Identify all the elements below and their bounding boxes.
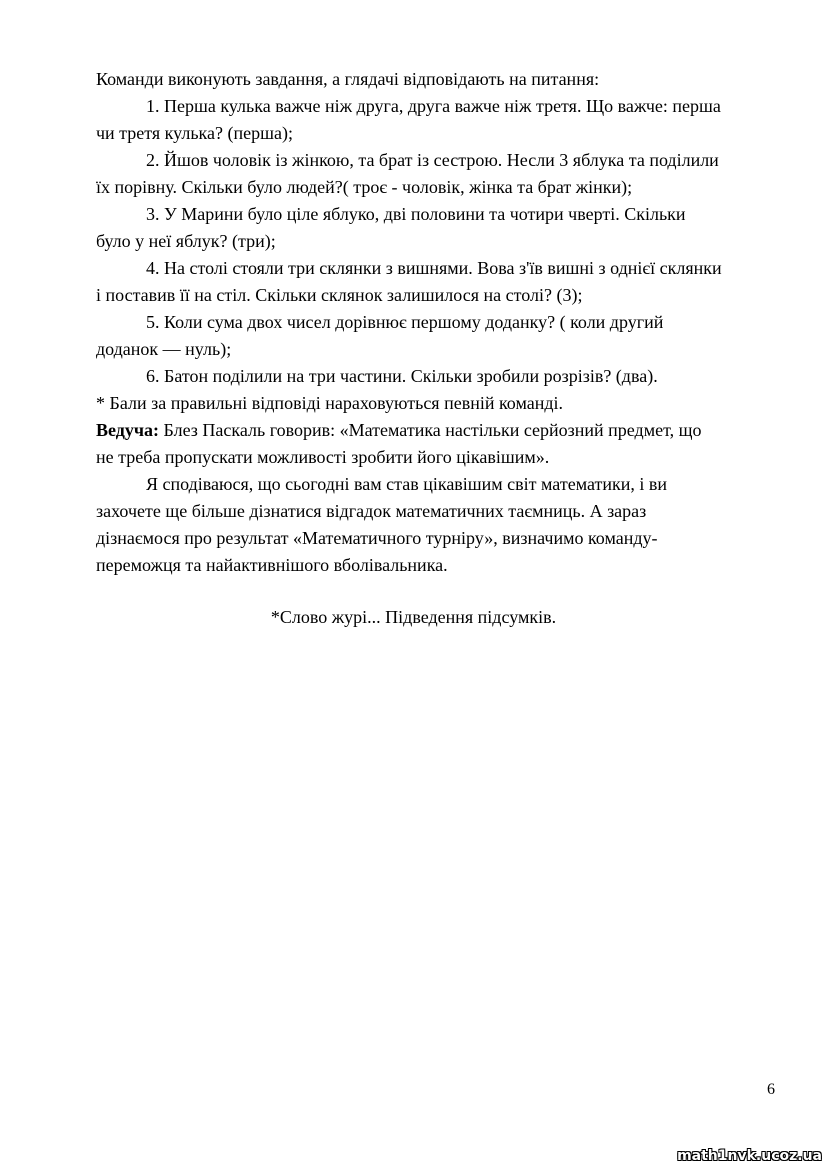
question-3-line-2: було у неї яблук? (три);	[96, 231, 276, 251]
scoring-note: * Бали за правильні відповіді нараховуються певній команді.	[96, 393, 564, 413]
question-4-line-2: і поставив її на стіл. Скільки склянок залишилося на столі? (3);	[96, 285, 583, 305]
host-quote-text: Блез Паскаль говорив: «Математика настільки серйозний предмет, що	[159, 420, 702, 440]
page-number: 6	[767, 1081, 775, 1098]
jury-text: *Слово журі... Підведення підсумків.	[270, 607, 557, 627]
question-3-line-1: 3. У Марини було ціле яблуко, дві половини та чотири чверті. Скільки	[146, 204, 686, 224]
question-5-line-1: 5. Коли сума двох чисел дорівнює першому доданку? ( коли другий	[146, 312, 664, 332]
question-4-line-1: 4. На столі стояли три склянки з вишнями. Вова з'їв вишні з однієї склянки	[146, 258, 722, 278]
question-5-line-2: доданок — нуль);	[96, 339, 232, 359]
closing-line-4: переможця та найактивнішого вболівальника.	[96, 555, 448, 575]
host-quote-line-2: не треба пропускати можливості зробити його цікавішим».	[96, 447, 550, 467]
question-6-line-1: 6. Батон поділили на три частини. Скільки зробили розрізів? (два).	[146, 366, 658, 386]
site-watermark: math1nvk.ucoz.ua	[677, 1148, 822, 1164]
closing-line-1: Я сподіваюся, що сьогодні вам став цікавішим світ математики, і ви	[146, 474, 667, 494]
host-label: Ведуча:	[96, 420, 160, 440]
intro-text: Команди виконують завдання, а глядачі відповідають на питання:	[96, 69, 600, 89]
question-2-line-1: 2. Йшов чоловік із жінкою, та брат із сестрою. Несли 3 яблука та поділили	[146, 150, 719, 170]
host-quote-line-1	[96, 419, 701, 441]
closing-line-2: захочете ще більше дізнатися відгадок математичних таємниць. А зараз	[96, 501, 647, 521]
question-1-line-2: чи третя кулька? (перша);	[96, 123, 293, 143]
question-2-line-2: їх порівну. Скільки було людей?( троє - чоловік, жінка та брат жінки);	[96, 177, 633, 197]
question-1-line-1: 1. Перша кулька важче ніж друга, друга важче ніж третя. Що важче: перша	[146, 96, 721, 116]
closing-line-3: дізнаємося про результат «Математичного турніру», визначимо команду-	[96, 528, 658, 548]
